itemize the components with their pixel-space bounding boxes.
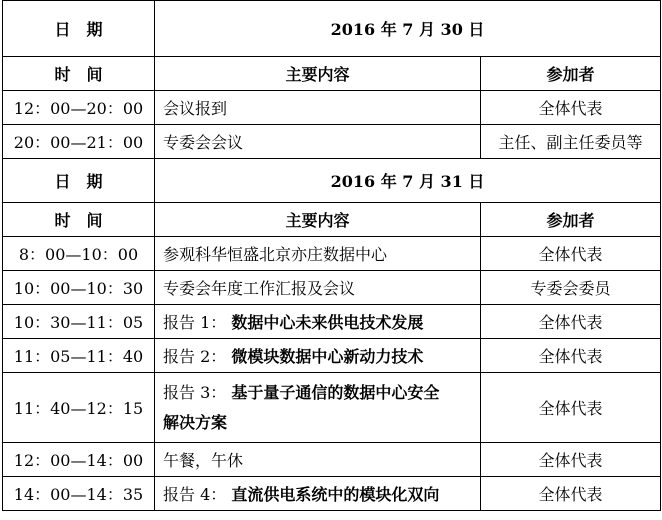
attendees-cell: 全体代表 <box>481 339 661 373</box>
time-cell: 10：00—10：30 <box>3 271 155 305</box>
header-row-day2 <box>3 203 661 237</box>
attendees-cell: 全体代表 <box>481 91 661 125</box>
time-cell: 12：00—20：00 <box>3 91 155 125</box>
time-cell: 11：05—11：40 <box>3 339 155 373</box>
report-title: 数据中心未来供电技术发展 <box>231 313 424 332</box>
header-row-day1 <box>3 57 661 91</box>
content-cell: 专委会会议 <box>155 125 481 159</box>
attendees-cell: 全体代表 <box>481 443 661 477</box>
date-row-day2 <box>3 159 661 203</box>
content-cell: 参观科华恒盛北京亦庄数据中心 <box>155 237 481 271</box>
date-value: 2016 年 7 月 31 日 <box>155 159 661 203</box>
report-title: 基于量子通信的数据中心安全 <box>231 382 440 402</box>
attendees-cell: 专委会委员 <box>481 271 661 305</box>
time-cell: 10：30—11：05 <box>3 305 155 339</box>
attendees-cell: 主任、副主任委员等 <box>481 125 661 159</box>
header-time: 时 间 <box>3 203 155 237</box>
header-content: 主要内容 <box>155 57 481 91</box>
header-attendees: 参加者 <box>481 203 661 237</box>
table-row <box>3 125 661 159</box>
table-row <box>3 443 661 477</box>
table-row <box>3 271 661 305</box>
table-row <box>3 237 661 271</box>
attendees-cell: 全体代表 <box>481 477 661 511</box>
report-number: 报告 4： <box>163 485 227 504</box>
time-cell: 14：00—14：35 <box>3 477 155 511</box>
content-cell: 专委会年度工作汇报及会议 <box>155 271 481 305</box>
report-title: 微模块数据中心新动力技术 <box>231 347 424 366</box>
date-value: 2016 年 7 月 30 日 <box>155 1 661 57</box>
time-cell: 11：40—12：15 <box>3 373 155 443</box>
date-row-day1 <box>3 1 661 57</box>
content-cell <box>155 373 481 443</box>
time-cell: 20：00—21：00 <box>3 125 155 159</box>
time-cell: 8：00—10：00 <box>3 237 155 271</box>
table-row <box>3 91 661 125</box>
date-label: 日 期 <box>3 1 155 57</box>
header-attendees: 参加者 <box>481 57 661 91</box>
attendees-cell: 全体代表 <box>481 237 661 271</box>
table-row <box>3 305 661 339</box>
attendees-cell: 全体代表 <box>481 373 661 443</box>
header-time: 时 间 <box>3 57 155 91</box>
content-cell: 午餐，午休 <box>155 443 481 477</box>
table-row <box>3 477 661 511</box>
content-cell <box>155 477 481 511</box>
report-number: 报告 1： <box>163 313 227 332</box>
header-content: 主要内容 <box>155 203 481 237</box>
table-row <box>3 373 661 443</box>
agenda-table <box>2 0 661 511</box>
content-cell: 会议报到 <box>155 91 481 125</box>
attendees-cell: 全体代表 <box>481 305 661 339</box>
report-title: 直流供电系统中的模块化双向 <box>231 485 440 504</box>
content-cell <box>155 305 481 339</box>
report-number: 报告 3： <box>163 382 227 402</box>
content-cell <box>155 339 481 373</box>
date-label: 日 期 <box>3 159 155 203</box>
report-number: 报告 2： <box>163 347 227 366</box>
time-cell: 12：00—14：00 <box>3 443 155 477</box>
report-title-cont: 解决方案 <box>163 412 228 432</box>
table-row <box>3 339 661 373</box>
